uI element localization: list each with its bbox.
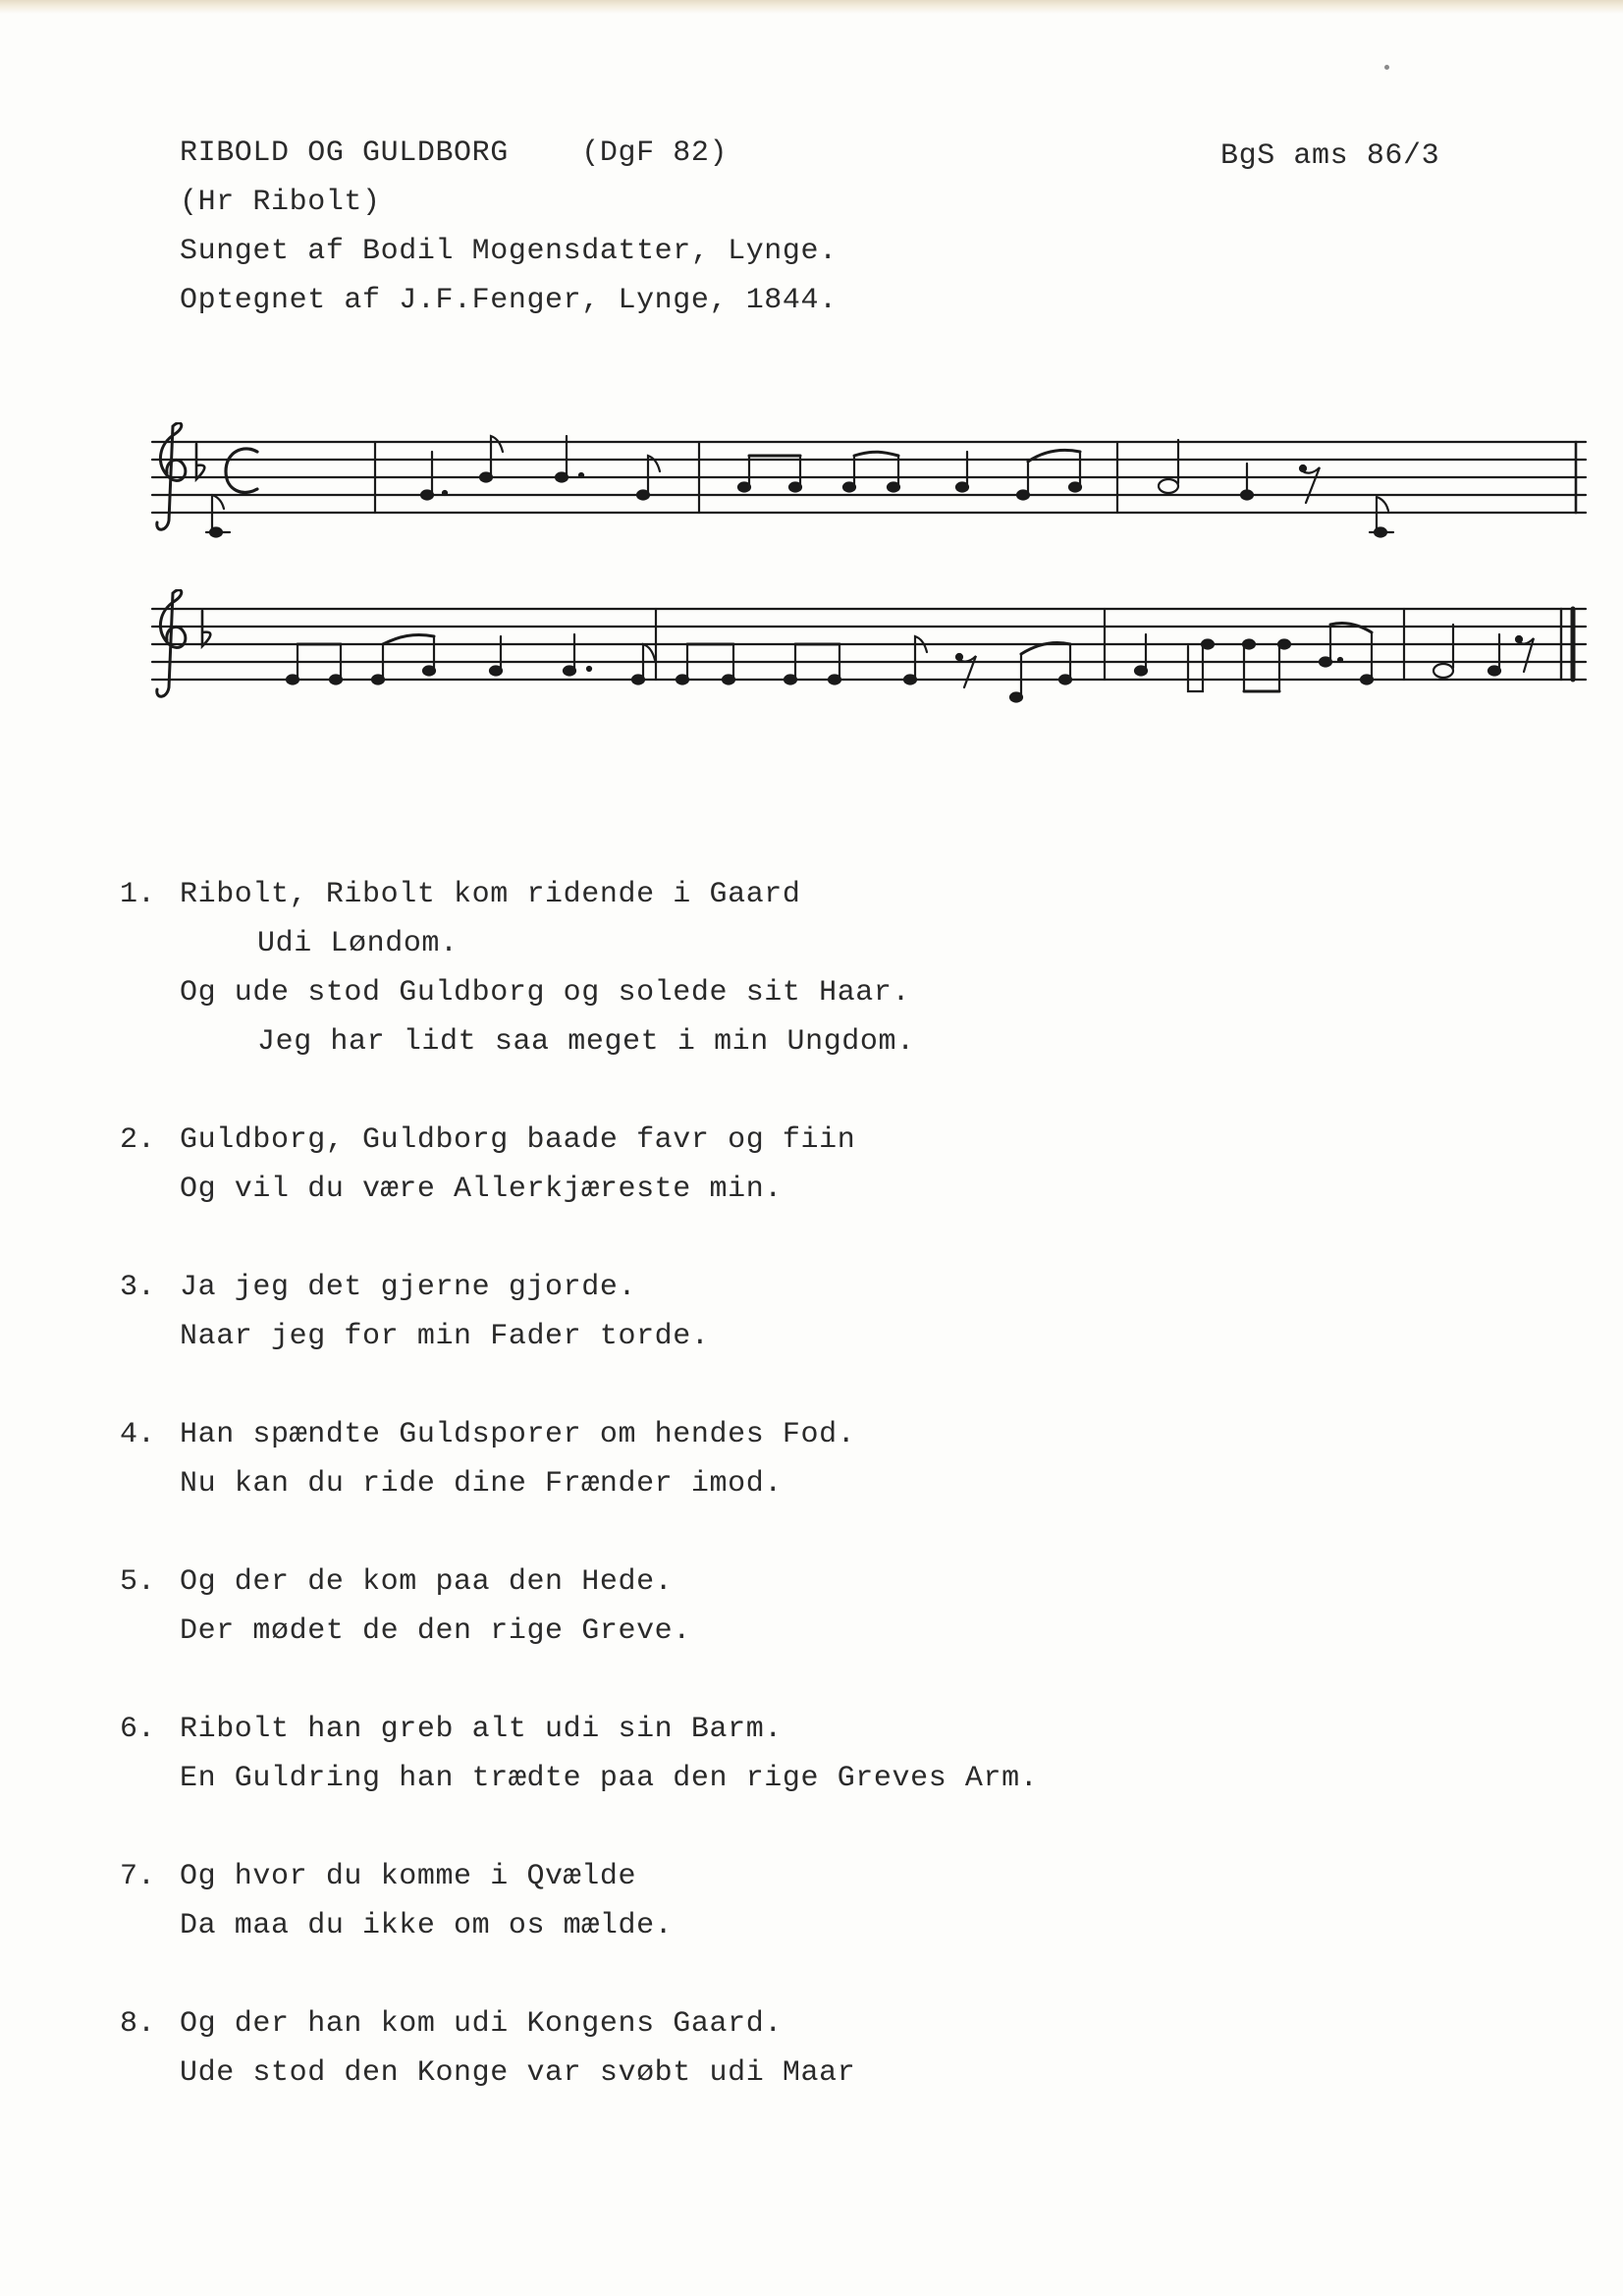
lyric-line: Jeg har lidt saa meget i min Ungdom. [257, 1025, 915, 1059]
beamed-notes [1243, 640, 1290, 692]
lyric-line: En Guldring han trædte paa den rige Greves Arm. [180, 1762, 1039, 1795]
music-note [956, 452, 968, 492]
common-time-icon [226, 449, 257, 492]
recorder-credit: Optegnet af J.F.Fenger, Lynge, 1844. [180, 284, 838, 317]
beamed-notes [1017, 450, 1081, 499]
stanza-number: 3. [120, 1271, 156, 1304]
music-note [1434, 625, 1453, 678]
music-staff-1 [147, 422, 1591, 570]
stanza-number: 2. [120, 1123, 156, 1157]
lyric-line: Der mødet de den rige Greve. [180, 1614, 691, 1648]
music-note [1188, 640, 1214, 692]
song-subtitle: (Hr Ribolt) [180, 186, 381, 219]
lyric-line: Og hvor du komme i Qvælde [180, 1860, 637, 1893]
beamed-notes [784, 644, 840, 684]
lyric-line: Han spændte Guldsporer om hendes Fod. [180, 1418, 856, 1451]
stanza-number: 7. [120, 1860, 156, 1893]
beamed-notes [1010, 642, 1071, 701]
song-title: RIBOLD OG GULDBORG (DgF 82) [180, 137, 729, 170]
music-note [206, 495, 230, 537]
beamed-notes [843, 452, 899, 491]
eighth-rest-icon [956, 654, 976, 687]
lyric-line: Og vil du være Allerkjæreste min. [180, 1173, 783, 1206]
music-note [1159, 440, 1178, 493]
paper-speck [1384, 65, 1389, 70]
paper-edge [0, 0, 1623, 14]
beamed-notes [676, 644, 734, 684]
lyric-line: Ja jeg det gjerne gjorde. [180, 1271, 637, 1304]
music-note [1135, 634, 1147, 676]
lyric-line: Og der han kom udi Kongens Gaard. [180, 2007, 783, 2041]
stanza-number: 4. [120, 1418, 156, 1451]
music-note [632, 644, 655, 684]
lyric-line: Ribolt han greb alt udi sin Barm. [180, 1713, 783, 1746]
lyric-line: Da maa du ikke om os mælde. [180, 1909, 674, 1942]
eighth-rest-icon [1300, 465, 1320, 503]
beamed-notes [372, 634, 435, 683]
music-note [1370, 497, 1393, 537]
lyric-line: Guldborg, Guldborg baade favr og fiin [180, 1123, 856, 1157]
music-note [1488, 634, 1500, 676]
music-note [564, 634, 591, 676]
eighth-rest-icon [1516, 636, 1534, 672]
beamed-notes [287, 644, 342, 684]
beamed-notes [1320, 623, 1373, 683]
archive-reference: BgS ams 86/3 [1220, 139, 1440, 173]
flat-sign-icon [196, 444, 204, 479]
stanza-number: 1. [120, 878, 156, 911]
lyric-line: Udi Løndom. [257, 927, 459, 960]
lyric-line: Ribolt, Ribolt kom ridende i Gaard [180, 878, 801, 911]
stanza-number: 8. [120, 2007, 156, 2041]
flat-sign-icon [202, 611, 210, 646]
lyric-line: Og ude stod Guldborg og solede sit Haar. [180, 976, 911, 1010]
lyric-line: Naar jeg for min Fader torde. [180, 1320, 710, 1353]
music-note [490, 636, 502, 676]
lyric-line: Og der de kom paa den Hede. [180, 1565, 674, 1599]
music-staff-2 [147, 589, 1591, 737]
lyric-line: Ude stod den Konge var svøbt udi Maar [180, 2056, 856, 2090]
music-note [1241, 464, 1253, 500]
stanza-number: 5. [120, 1565, 156, 1599]
lyric-line: Nu kan du ride dine Frænder imod. [180, 1467, 783, 1501]
beamed-notes [738, 456, 801, 492]
stanza-number: 6. [120, 1713, 156, 1746]
singer-credit: Sunget af Bodil Mogensdatter, Lynge. [180, 235, 838, 268]
